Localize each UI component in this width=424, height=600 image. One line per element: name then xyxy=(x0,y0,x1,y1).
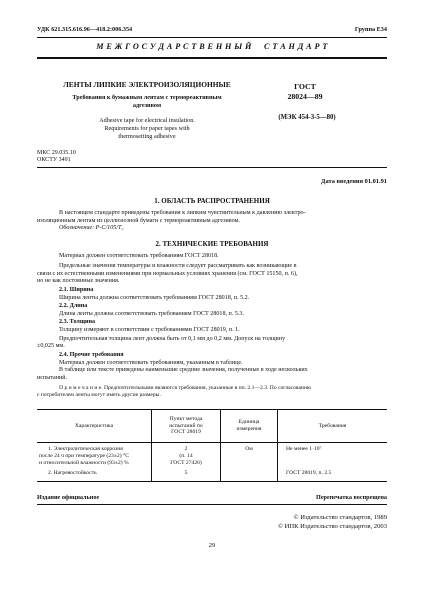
top-rule xyxy=(37,37,387,38)
copyright-line-1: © Издательство стандартов, 1989 xyxy=(293,514,387,521)
material-text: Материал должен соответствовать требованиям ГОСТ 28018. xyxy=(59,253,219,259)
section-2-heading: 2. ТЕХНИЧЕСКИЕ ТРЕБОВАНИЯ xyxy=(155,240,269,248)
header-requirements-label: Требования xyxy=(318,422,347,429)
other-requirements-text-2-line-1: В таблице или тексте приведены наименьшие средние значения, полученные в ходе нескольких xyxy=(59,367,308,374)
row-2-unit xyxy=(221,467,278,481)
note-line-2: с потребителем ленты могут иметь другие размеры. xyxy=(37,392,161,398)
thickness-text-2-line-1: Предпочтительная толщина лент должна быть от 0,1 мм до 0,2 мм. Допуск на толщину xyxy=(59,335,286,342)
gost-number: 28024—89 xyxy=(287,92,323,101)
row-1-method-line-1: 2 xyxy=(184,446,188,452)
mks-code: МКС 29.035.10 xyxy=(37,150,76,156)
row-1-characteristic-line-3: и относительной влажности (93±2) % xyxy=(39,459,129,466)
row-1-characteristic-line-2: после 24 ч при температуре (23±2) °С xyxy=(39,452,129,459)
row-2-characteristic xyxy=(37,467,152,481)
row-1-method-line-3: ГОСТ 27426) xyxy=(170,459,202,466)
official-edition-label: Издание официальное xyxy=(37,494,100,501)
udk-code: УДК 621.315.616.96—418.2:006.354 xyxy=(37,26,133,33)
header-requirements xyxy=(278,410,388,443)
header-test-method-line-1: Пункт метода xyxy=(169,415,203,422)
iec-reference: (МЭК 454-3-5—80) xyxy=(278,114,336,121)
header-characteristic-label: Характеристика xyxy=(74,422,114,429)
copyright-line-2: © ИПК Издательство стандартов, 2003 xyxy=(277,523,387,530)
other-requirements-heading: 2.4. Прочие требования xyxy=(59,352,124,358)
english-title-1: Adhesive tape for electrical insulation. xyxy=(99,117,195,124)
requirements-table xyxy=(37,409,387,482)
header-unit-line-1: Единица xyxy=(238,419,260,426)
other-requirements-text-1: Материал должен соответствовать требованиям, указанным в таблице. xyxy=(59,359,243,366)
title-rule xyxy=(37,167,387,168)
thickness-heading: 2.3. Толщина xyxy=(59,319,96,325)
page-number: 29 xyxy=(208,542,216,549)
header-test-method xyxy=(152,410,221,443)
footer-rule xyxy=(37,504,387,505)
limits-text-line-3: но не как постоянные значения. xyxy=(37,278,120,285)
width-heading: 2.1. Ширина xyxy=(59,287,94,293)
section-1-text-line-2: изоляционным лентам из целлюлозной бумаги с термореактивным адгезивом. xyxy=(37,217,240,224)
row-2-method xyxy=(152,467,221,481)
standard-banner: М Е Ж Г О С У Д А Р С Т В Е Н Н Ы Й С Т А Н Д А Р Т xyxy=(96,42,328,51)
document-title: ЛЕНТЫ ЛИПКИЕ ЭЛЕКТРОИЗОЛЯЦИОННЫЕ xyxy=(63,80,231,89)
thickness-text-1: Толщину измеряют в соответствии с требованиями ГОСТ 28019, п. 1. xyxy=(59,326,240,333)
row-2-requirement-value: ГОСТ 28019, п. 2.5 xyxy=(286,470,332,477)
other-requirements-text-2-line-2: испытаний. xyxy=(37,374,68,381)
reprint-prohibited-label: Перепечатка воспрещена xyxy=(316,494,387,501)
header-characteristic xyxy=(37,410,152,443)
row-1-unit-value: Ом xyxy=(245,446,253,452)
table-row xyxy=(37,443,387,468)
row-1-method-line-2: (п. 14 xyxy=(179,452,193,459)
row-1-unit xyxy=(221,443,278,468)
row-1-requirement xyxy=(278,443,388,468)
limits-text-line-1: Предельные значения температуры и влажности следует рассматривать как возникающие в xyxy=(59,263,297,269)
english-title-2: Requirements for paper tapes with xyxy=(104,125,190,132)
thickness-text-2-line-2: ±0,025 мм. xyxy=(37,343,65,350)
row-1-requirement-value: Не менее 1·10⁷ xyxy=(286,446,322,452)
designation-text: Обозначение: P-C/105/T₂ xyxy=(59,225,124,232)
english-title-3: thermosetting adhesive xyxy=(118,133,176,140)
row-2-requirement xyxy=(278,467,388,481)
row-1-characteristic-line-1: 1. Электролитическая коррозия xyxy=(48,446,123,452)
table-row xyxy=(37,467,387,481)
row-1-method xyxy=(152,443,221,468)
width-text: Ширина ленты должна соответствовать требованиям ГОСТ 28018, п. 5.2. xyxy=(59,294,250,301)
gost-label: ГОСТ xyxy=(294,82,316,91)
introduction-date: Дата введения 01.01.91 xyxy=(321,178,387,185)
header-unit-line-2: измерения xyxy=(236,426,262,432)
header-test-method-line-3: ГОСТ 28019 xyxy=(171,429,201,436)
length-text: Длина ленты должна соответствовать требованиям ГОСТ 28018, п. 5.3. xyxy=(59,310,244,317)
oksty-code: ОКСТУ 3491 xyxy=(37,157,71,163)
row-2-method-value: 5 xyxy=(184,470,188,477)
header-unit xyxy=(221,410,278,443)
row-1-characteristic xyxy=(37,443,152,468)
banner-rule xyxy=(37,57,387,59)
section-1-text-line-1: В настоящем стандарте приведены требования к липким чувствительным к давлению электро- xyxy=(59,210,306,216)
document-subtitle-1: Требования к бумажным лентам с термореактивным xyxy=(72,94,222,101)
section-1-heading: 1. ОБЛАСТЬ РАСПРОСТРАНЕНИЯ xyxy=(154,197,270,205)
group-code: Группа Е34 xyxy=(354,26,387,33)
limits-text-line-2: связи с их естественными изменениями при нормальных условиях хранения (см. ГОСТ 15150, п. 6), xyxy=(37,270,298,277)
length-heading: 2.2. Длина xyxy=(59,303,88,309)
table-header-row xyxy=(37,410,387,443)
header-test-method-line-2: испытаний по xyxy=(169,422,203,429)
note-line-1: П р и м е ч а н и е. Предпочтительными являются требования, указанные в пп. 2.1—2.3. По согласованию xyxy=(59,385,312,391)
row-2-characteristic-value: 2. Нагревостойкость xyxy=(48,470,97,477)
document-subtitle-2: адгезивом xyxy=(132,102,162,109)
